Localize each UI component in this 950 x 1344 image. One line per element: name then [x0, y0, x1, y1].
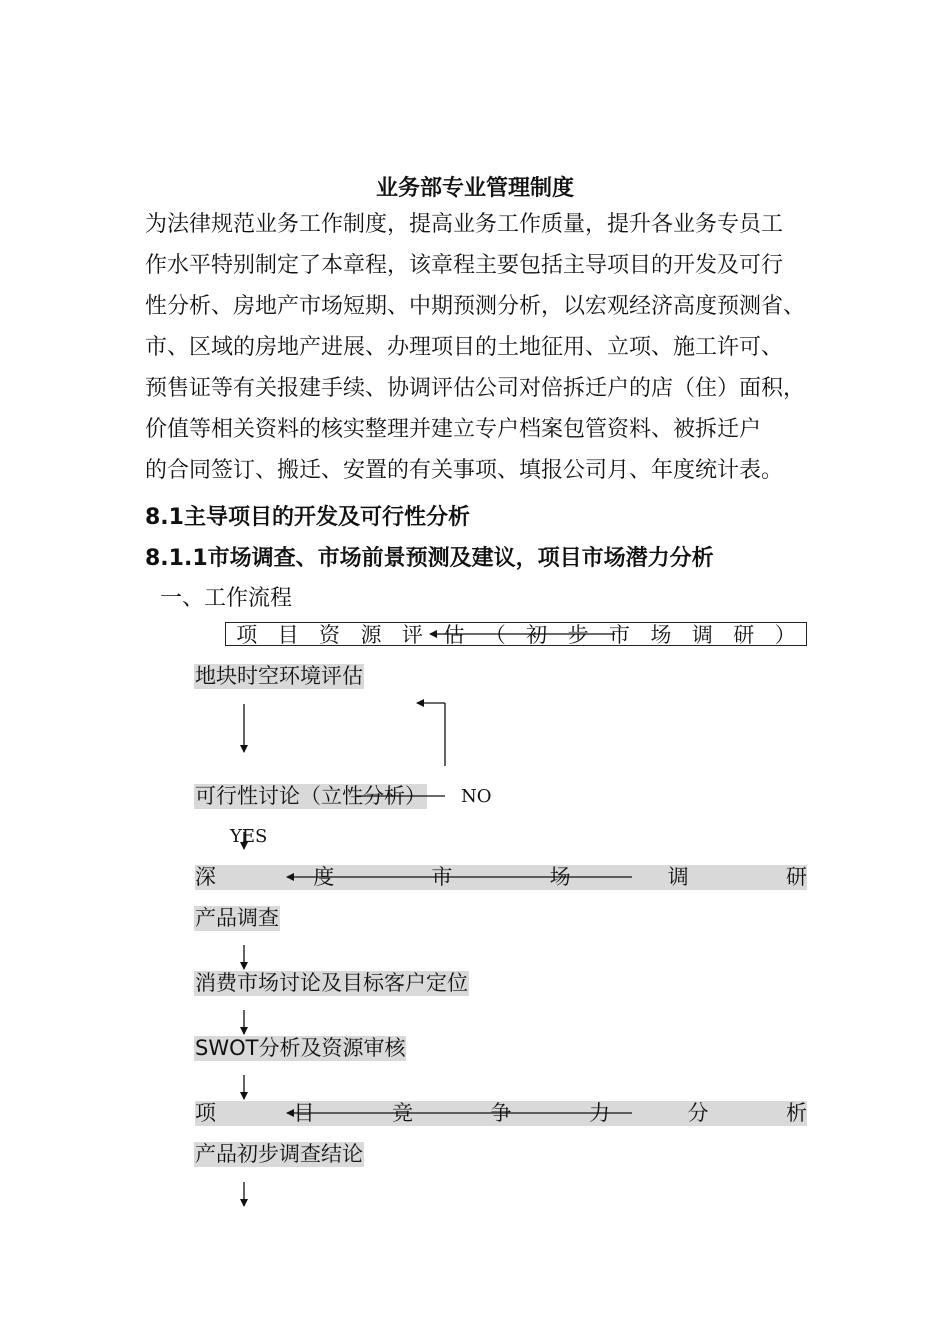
deep-research-char: 研 [785, 865, 807, 889]
flow-step-consumer-market: 消费市场讨论及目标客户定位 [195, 971, 468, 995]
box-char: 源 [360, 623, 382, 647]
box-char: 市 [609, 623, 630, 647]
competition-char: 目 [293, 1101, 315, 1125]
intro-line: 市、区域的房地产进展、办理项目的土地征用、立项、施工许可、 [145, 335, 784, 360]
box-char: （ [484, 623, 506, 647]
box-char: 评 [401, 623, 423, 647]
box-char: ） [774, 623, 796, 647]
box-char: 目 [277, 623, 299, 647]
section-heading-8-1-1: 8.1.1市场调查、市场前景预测及建议，项目市场潜力分析 [145, 546, 714, 571]
intro-line: 作水平特别制定了本章程，该章程主要包括主导项目的开发及可行 [145, 253, 784, 278]
competition-char: 分 [687, 1101, 709, 1125]
box-char: 资 [319, 623, 341, 647]
flow-step-preliminary-conclusion: 产品初步调查结论 [195, 1142, 363, 1166]
flow-label-no: NO [461, 786, 492, 807]
flow-step-feasibility: 可行性讨论（立性分析） [195, 784, 426, 808]
flow-label-yes: YES [230, 826, 268, 847]
intro-line: 性分析、房地产市场短期、中期预测分析，以宏观经济高度预测省、 [145, 294, 806, 319]
box-char: 调 [691, 623, 713, 647]
box-char: 项 [236, 623, 258, 647]
deep-research-char: 市 [431, 865, 453, 889]
box-char: 初 [526, 623, 548, 647]
intro-line: 预售证等有关报建手续、协调评估公司对倍拆迁户的店（住）面积， [145, 376, 806, 401]
deep-research-char: 度 [313, 865, 335, 889]
competition-char: 竞 [392, 1101, 413, 1125]
competition-char: 析 [786, 1101, 807, 1125]
intro-line: 价值等相关资料的核实整理并建立专户档案包管资料、被拆迁户 [145, 417, 762, 442]
competition-char: 力 [589, 1101, 610, 1125]
section-heading-8-1: 8.1主导项目的开发及可行性分析 [145, 505, 470, 530]
box-char: 步 [567, 623, 589, 647]
intro-line: 为法律规范业务工作制度，提高业务工作质量，提升各业务专员工 [145, 212, 784, 237]
deep-research-char: 调 [667, 865, 689, 889]
flow-step-swot: SWOT分析及资源审核 [195, 1036, 406, 1060]
flow-step-product-survey: 产品调查 [195, 906, 279, 930]
box-char: 场 [650, 623, 672, 647]
box-char: 研 [733, 623, 755, 647]
intro-line: 的合同签订、搬迁、安置的有关事项、填报公司月、年度统计表。 [145, 458, 784, 483]
competition-char: 争 [490, 1101, 512, 1125]
deep-research-char: 深 [195, 865, 216, 889]
box-char: 估 [443, 623, 465, 647]
page-title: 业务部专业管理制度 [375, 176, 574, 201]
workflow-subheading: 一、工作流程 [160, 586, 293, 611]
competition-char: 项 [195, 1101, 216, 1125]
flow-step-land-evaluation: 地块时空环境评估 [195, 664, 363, 688]
deep-research-char: 场 [549, 865, 571, 889]
